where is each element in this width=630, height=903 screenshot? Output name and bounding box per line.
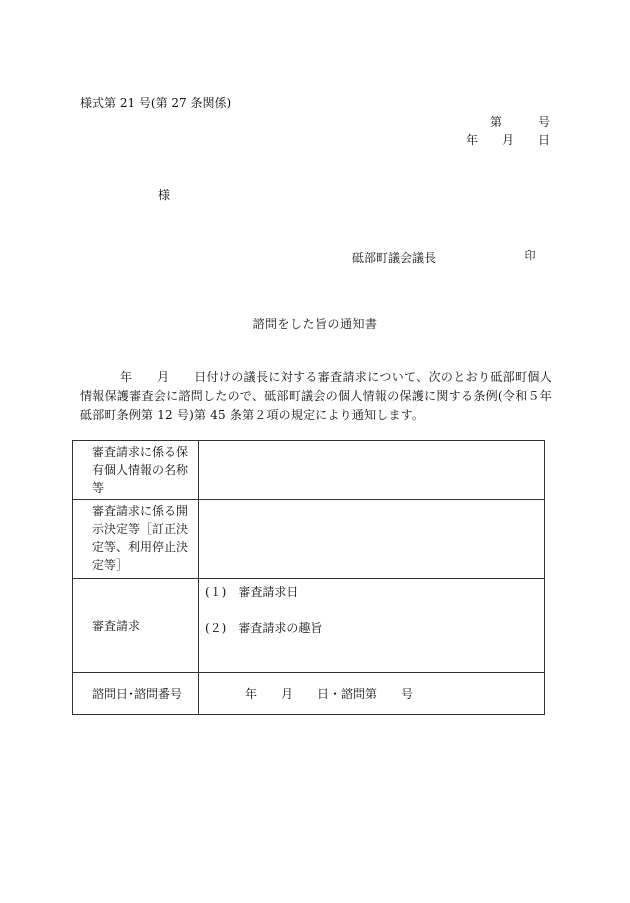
row-label-disclosure-decision: 審査請求に係る開示決定等［訂正決定等、利用停止決定等］ [73, 500, 199, 579]
table-row [73, 500, 545, 579]
seal-mark: 印 [524, 249, 536, 262]
row-value-disclosure-decision [199, 500, 545, 579]
document-number: 第 号 [489, 115, 550, 129]
addressee: 様 [158, 188, 171, 202]
request-date-item: (１) 審査請求日 [205, 585, 299, 599]
row-value-info-name [199, 441, 545, 500]
table-row [73, 673, 545, 715]
sender-title: 砥部町議会議長 [352, 251, 437, 265]
document-date: 年 月 日 [465, 133, 550, 147]
table-row [73, 579, 545, 673]
row-label-info-name: 審査請求に係る保有個人情報の名称等 [73, 441, 199, 500]
document-title: 諮問をした旨の通知書 [252, 317, 378, 331]
row-label-request: 審査請求 [73, 579, 199, 673]
request-purpose-item: (２) 審査請求の趣旨 [205, 621, 323, 635]
body-text: 年 月 日付けの議長に対する審査請求について、次のとおり砥部町個人情報保護審査会に諮問したので、砥部町議会の個人情報の保護に関する条例(令和５年砥部町条例第 12 号)第 45 条第２項の規定により通知します。 [80, 370, 552, 422]
info-table [72, 440, 545, 715]
row-label-inquiry-date: 諮問日･諮問番号 [73, 673, 199, 715]
form-number: 様式第 21 号(第 27 条関係) [80, 96, 232, 110]
row-value-request [199, 579, 545, 673]
table-row [73, 441, 545, 500]
row-value-inquiry-date: 年 月 日・諮問第 号 [199, 673, 545, 715]
